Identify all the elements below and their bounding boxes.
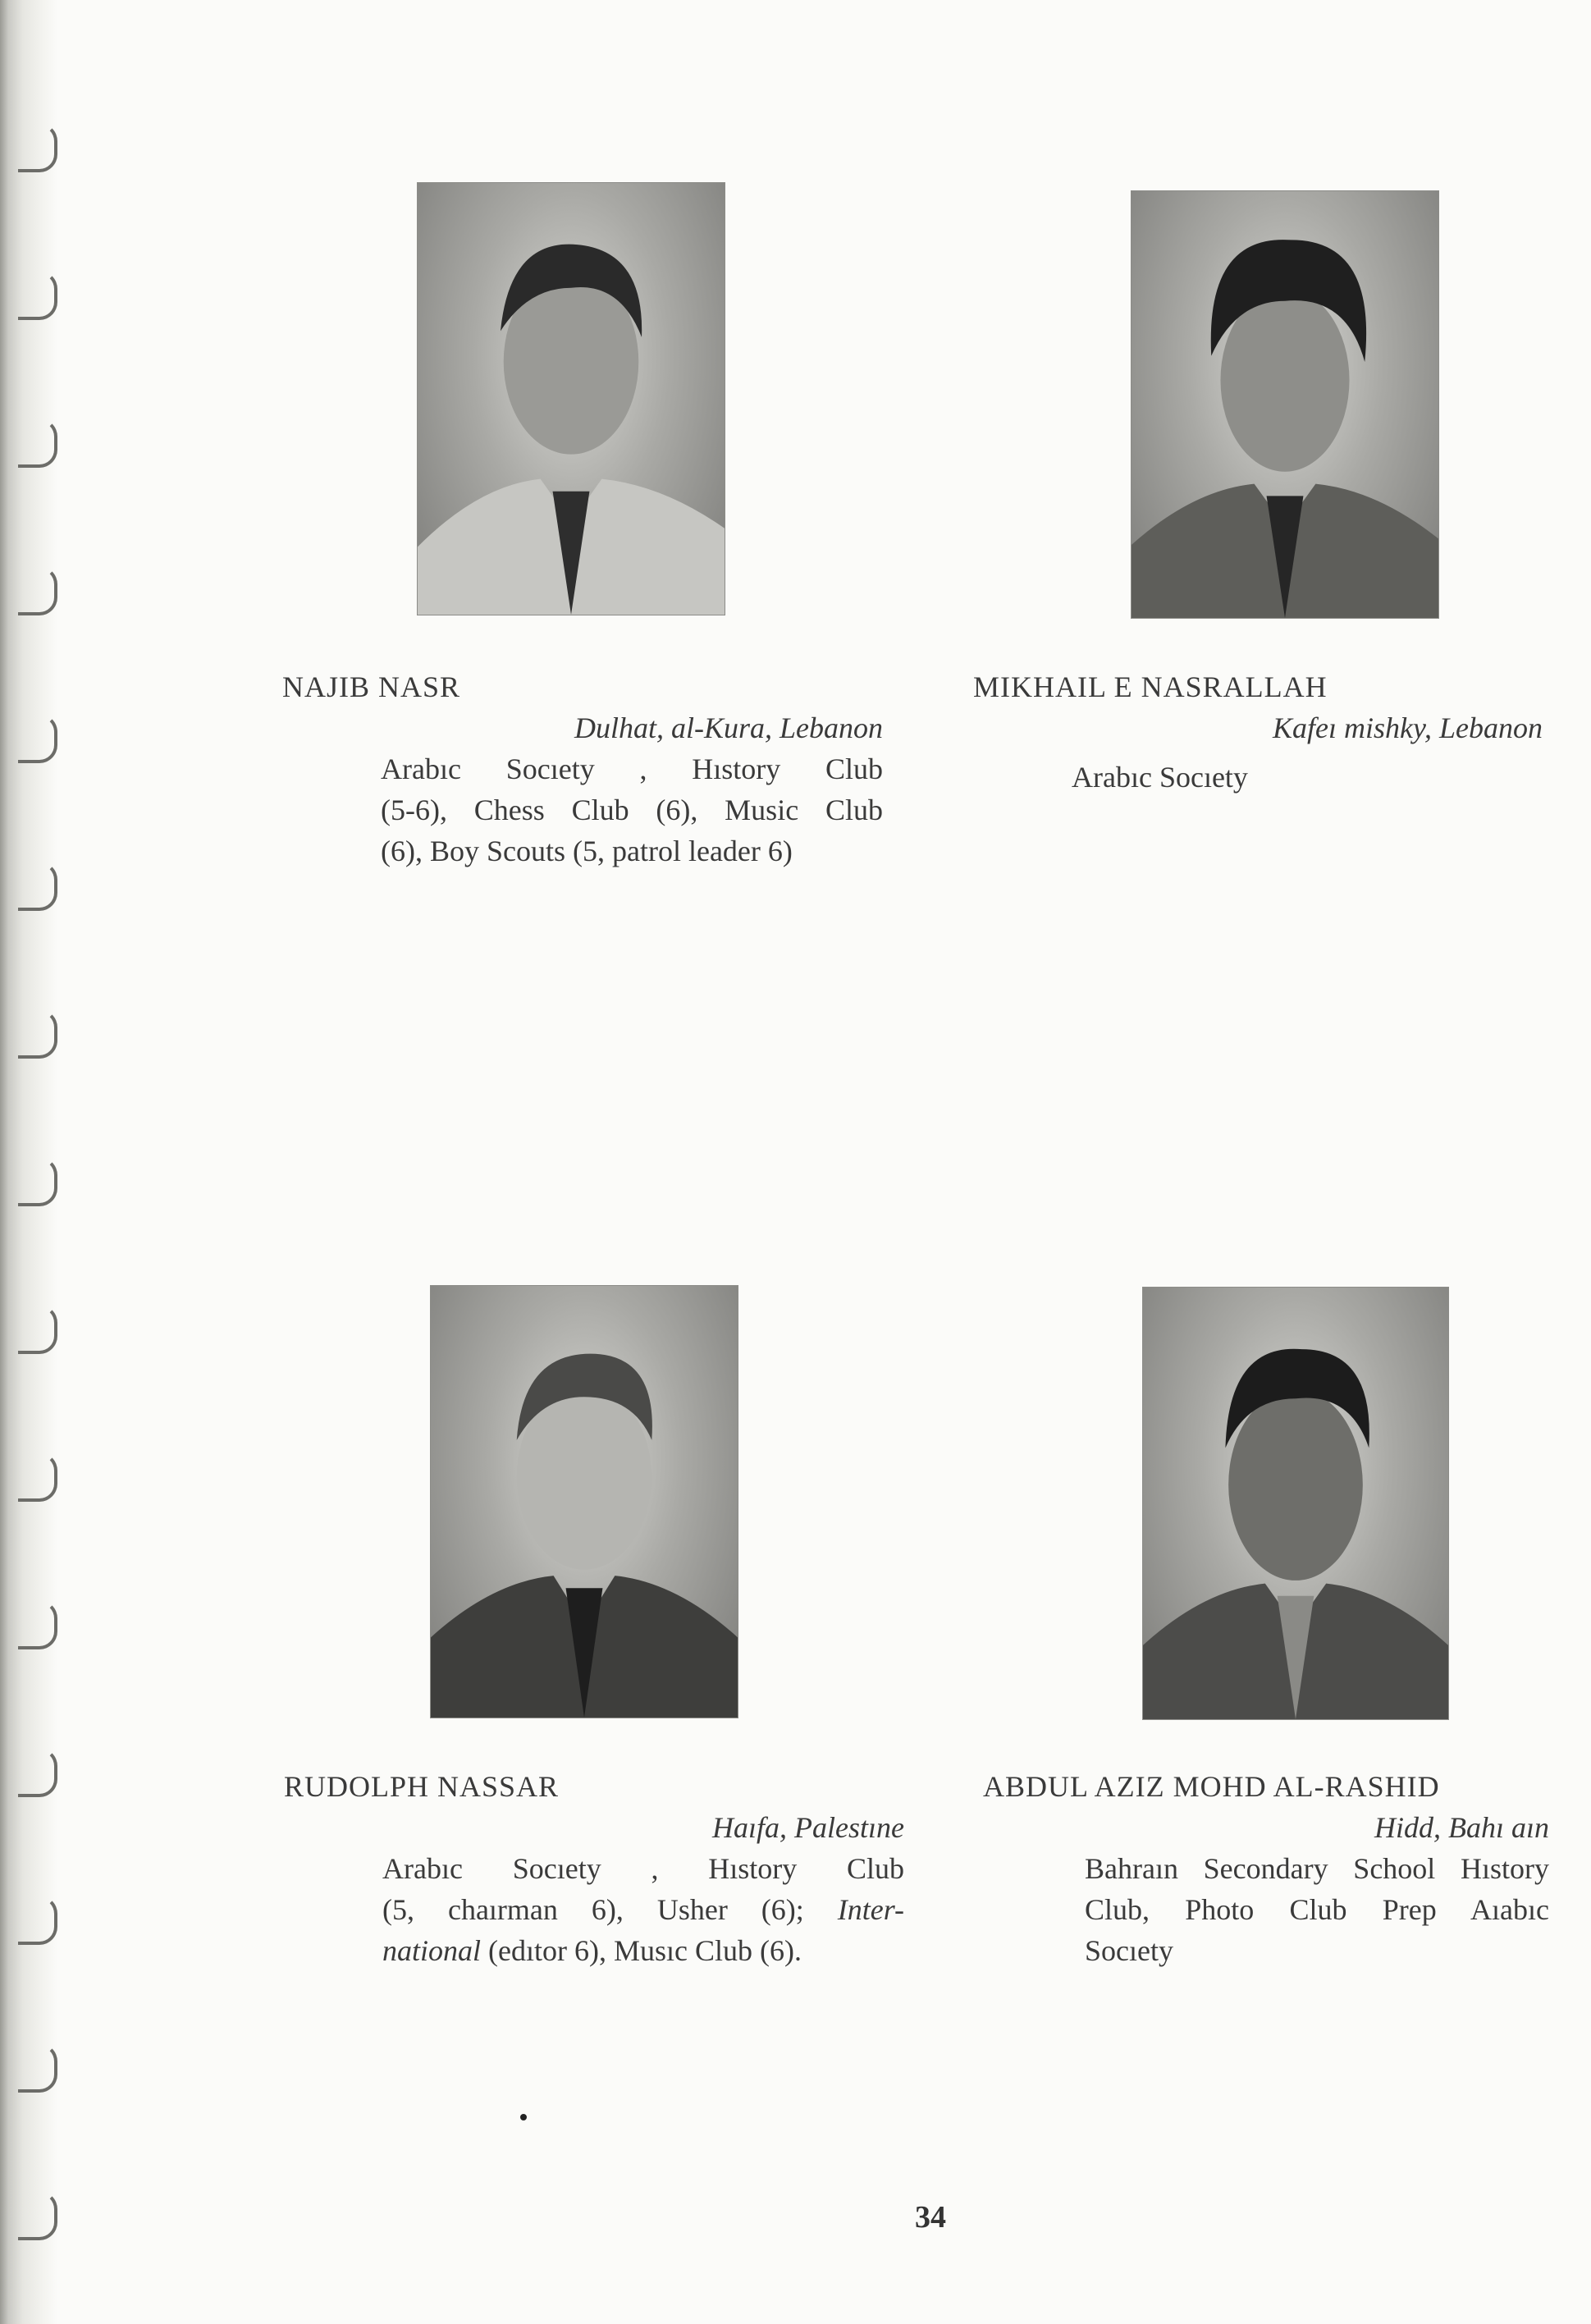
binding-ring [18, 1009, 57, 1059]
student-name: MIKHAIL E NASRALLAH [973, 670, 1328, 703]
student-activities: Bahraın Secondary School Hıstory Club, Photo Club Prep Aıabıc Socıety [1085, 1852, 1549, 1967]
binding-ring [18, 714, 57, 763]
student-name: ABDUL AZIZ MOHD AL-RASHID [983, 1770, 1440, 1803]
binding-ring [18, 1157, 57, 1206]
student-bio [973, 666, 1543, 798]
portrait-photo [1142, 1287, 1449, 1720]
student-activities: Arabıc Socıety , Hıstory Club (5, chaırman 6), Usher (6); Inter- national (edıtor 6), Musıc Club (6). [382, 1852, 905, 1967]
student-bio [983, 1766, 1549, 1971]
student-name: NAJIB NASR [282, 670, 461, 703]
student-hometown: Dulhat, al-Kura, Lebanon [574, 711, 883, 744]
student-hometown: Hidd, Bahı aın [1374, 1811, 1549, 1844]
binding-ring [18, 1305, 57, 1354]
binding-ring [18, 2191, 57, 2240]
student-hometown: Kafeı mishky, Lebanon [1273, 711, 1543, 744]
binding-ring [18, 419, 57, 468]
binding-ring [18, 1896, 57, 1945]
page-number: 34 [915, 2200, 946, 2235]
spiral-binding [0, 0, 57, 2324]
binding-ring [18, 862, 57, 911]
ink-speck [520, 2114, 527, 2120]
portrait-photo [1131, 190, 1439, 619]
student-hometown: Haıfa, Palestıne [712, 1811, 904, 1844]
binding-ring [18, 1748, 57, 1797]
binding-ring [18, 566, 57, 615]
portrait-photo [417, 182, 725, 615]
student-bio [284, 1766, 904, 1971]
student-activities: Arabıc Socıety [1072, 761, 1248, 794]
student-name: RUDOLPH NASSAR [284, 1770, 560, 1803]
binding-ring [18, 123, 57, 172]
student-bio [282, 666, 883, 872]
binding-ring [18, 1600, 57, 1649]
binding-ring [18, 2043, 57, 2093]
portrait-photo [430, 1285, 738, 1718]
student-activities: Arabıc Socıety , Hıstory Club (5-6), Chess Club (6), Music Club (6), Boy Scouts (5, patrol leader 6) [381, 753, 883, 867]
binding-ring [18, 271, 57, 320]
binding-ring [18, 1452, 57, 1502]
